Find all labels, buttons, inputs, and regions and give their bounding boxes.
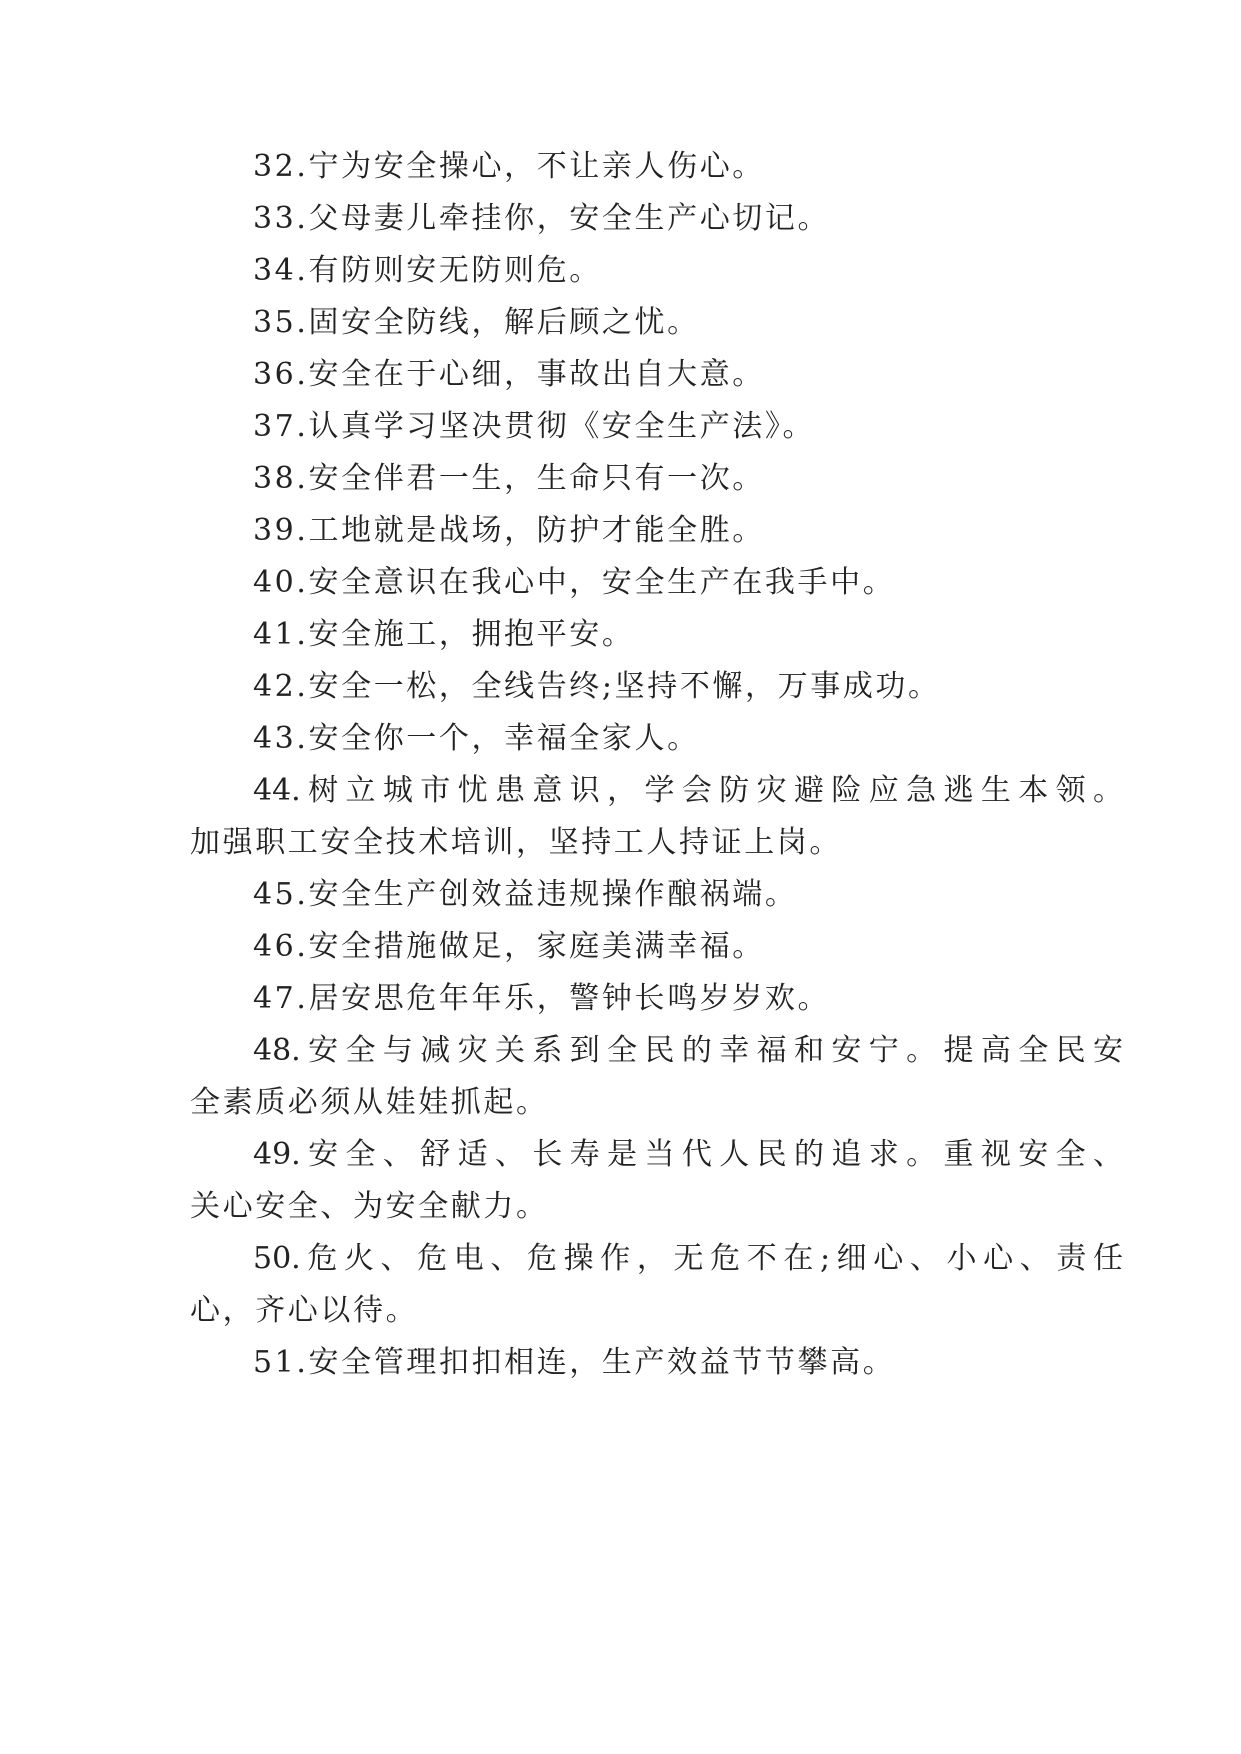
slogan-40: 40.安全意识在我心中，安全生产在我手中。: [253, 565, 896, 600]
slogan-39: 39.工地就是战场，防护才能全胜。: [253, 513, 765, 548]
slogan-34: 34.有防则安无防则危。: [253, 253, 602, 288]
slogan-46: 46.安全措施做足，家庭美满幸福。: [253, 929, 765, 964]
slogan-49-line-1: 49.安全、舒适、长寿是当代人民的追求。重视安全、: [253, 1137, 1123, 1172]
slogan-45: 45.安全生产创效益违规操作酿祸端。: [253, 877, 798, 912]
slogan-48-line-1: 48.安全与减灾关系到全民的幸福和安宁。提高全民安: [253, 1033, 1123, 1068]
slogan-42: 42.安全一松，全线告终;坚持不懈，万事成功。: [253, 669, 941, 704]
slogan-48-line-2: 全素质必须从娃娃抓起。: [190, 1085, 549, 1120]
slogan-50-line-2: 心，齐心以待。: [190, 1293, 419, 1328]
slogan-33: 33.父母妻儿牵挂你，安全生产心切记。: [253, 201, 831, 236]
slogan-38: 38.安全伴君一生，生命只有一次。: [253, 461, 765, 496]
slogan-32: 32.宁为安全操心，不让亲人伤心。: [253, 149, 765, 184]
slogan-35: 35.固安全防线，解后顾之忧。: [253, 305, 700, 340]
slogan-43: 43.安全你一个，幸福全家人。: [253, 721, 700, 756]
slogan-37: 37.认真学习坚决贯彻《安全生产法》。: [253, 409, 816, 444]
slogan-47: 47.居安思危年年乐，警钟长鸣岁岁欢。: [253, 981, 831, 1016]
slogan-49-line-2: 关心安全、为安全献力。: [190, 1189, 549, 1224]
slogan-44-line-2: 加强职工安全技术培训，坚持工人持证上岗。: [190, 825, 842, 860]
slogan-51: 51.安全管理扣扣相连，生产效益节节攀高。: [253, 1345, 896, 1380]
slogan-50-line-1: 50.危火、危电、危操作，无危不在;细心、小心、责任: [253, 1241, 1123, 1276]
slogan-36: 36.安全在于心细，事故出自大意。: [253, 357, 765, 392]
slogan-44-line-1: 44.树立城市忧患意识，学会防灾避险应急逃生本领。: [253, 773, 1123, 808]
slogan-41: 41.安全施工，拥抱平安。: [253, 617, 635, 652]
